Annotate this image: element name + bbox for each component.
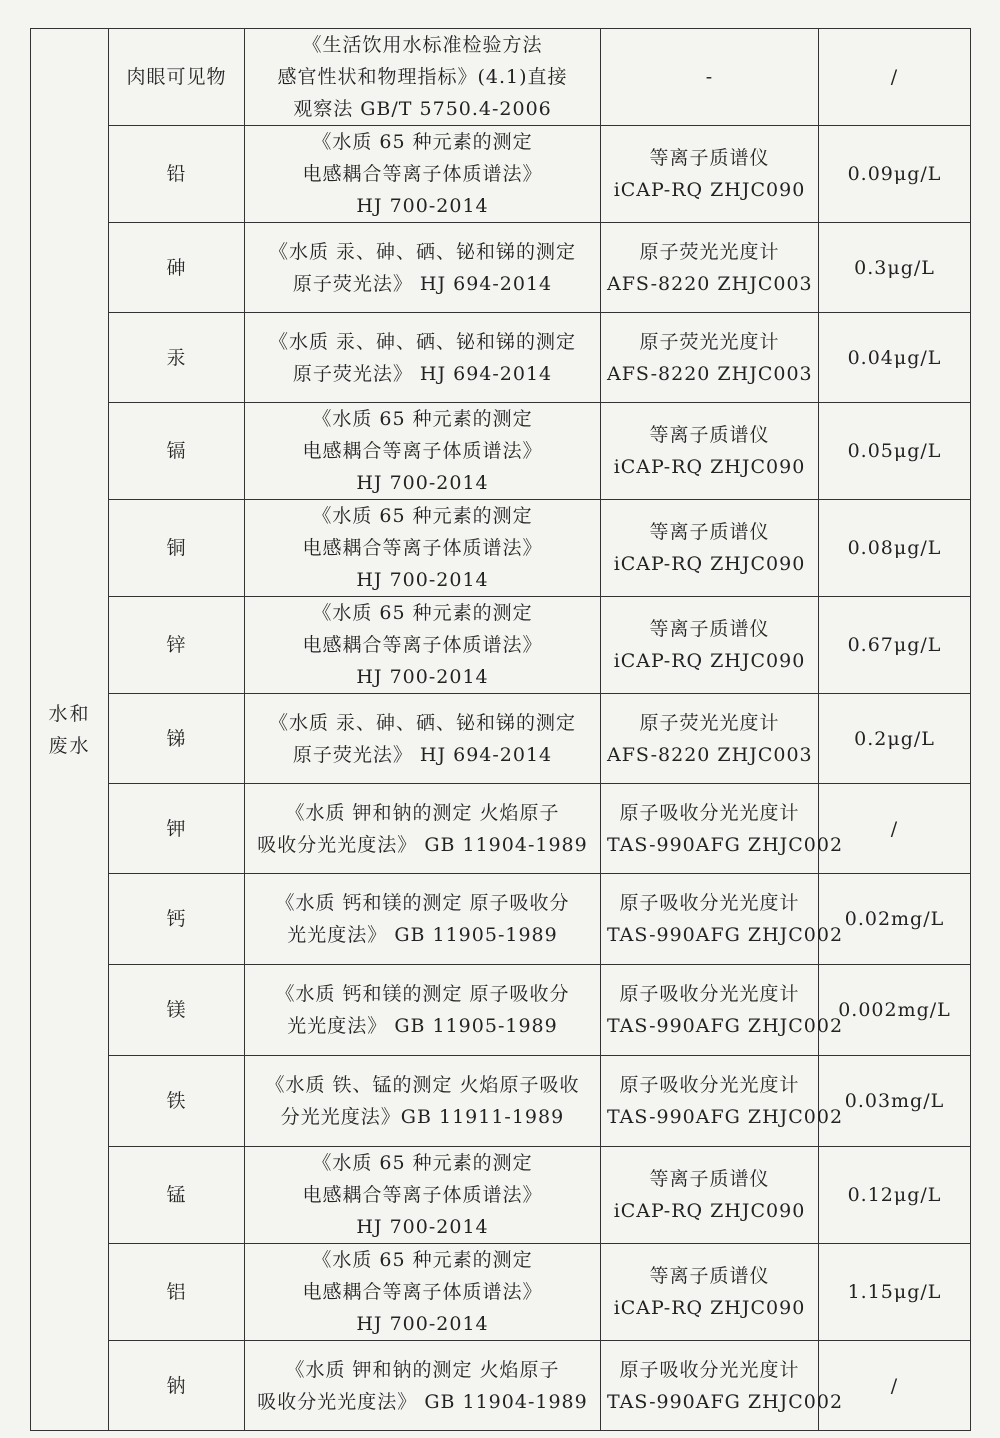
- instrument-line: 等离子质谱仪: [649, 1265, 770, 1287]
- instrument-cell: [601, 1244, 819, 1341]
- table-row: [31, 29, 971, 126]
- method-line: 感官性状和物理指标》(4.1)直接: [277, 66, 568, 88]
- method-cell: [245, 223, 601, 313]
- instrument-cell: [601, 874, 844, 965]
- item-cell: 镉: [109, 403, 245, 500]
- method-cell: [245, 500, 601, 597]
- instrument-line: TAS-990AFG ZHJC002: [607, 1106, 844, 1128]
- instrument-cell: [601, 223, 819, 313]
- item-cell: 锑: [109, 694, 245, 784]
- method-line: 《水质 钾和钠的测定 火焰原子: [285, 801, 560, 824]
- instrument-line: iCAP-RQ ZHJC090: [613, 179, 806, 201]
- category-line: 废水: [48, 734, 91, 757]
- method-line: HJ 700-2014: [356, 1216, 489, 1238]
- table-row: [31, 597, 971, 694]
- table-row: [31, 1341, 971, 1431]
- item-cell: 钾: [109, 784, 245, 874]
- method-cell: [245, 694, 601, 784]
- category-line: 水和: [48, 702, 91, 725]
- instrument-cell: [601, 965, 844, 1056]
- instrument-line: 等离子质谱仪: [649, 1168, 770, 1190]
- method-line: 电感耦合等离子体质谱法》: [302, 1281, 543, 1303]
- limit-cell: 0.05μg/L: [819, 403, 971, 500]
- method-line: 原子荧光法》 HJ 694-2014: [292, 362, 553, 385]
- instrument-cell: [601, 1147, 819, 1244]
- method-line: 《水质 65 种元素的测定: [312, 1152, 533, 1174]
- method-line: 《水质 汞、砷、硒、铋和锑的测定: [268, 330, 577, 353]
- method-cell: [245, 126, 601, 223]
- method-cell: [245, 784, 601, 874]
- table-row: [31, 500, 971, 597]
- method-line: 电感耦合等离子体质谱法》: [302, 537, 543, 559]
- instrument-cell: [601, 597, 819, 694]
- method-line: 《水质 汞、砷、硒、铋和锑的测定: [268, 711, 577, 734]
- instrument-line: 原子吸收分光光度计: [619, 983, 800, 1005]
- instrument-cell: [601, 126, 819, 223]
- instrument-line: iCAP-RQ ZHJC090: [613, 1200, 806, 1222]
- limit-cell: 0.67μg/L: [819, 597, 971, 694]
- method-line: 吸收分光光度法》 GB 11904-1989: [257, 833, 588, 856]
- instrument-cell: [601, 313, 819, 403]
- table-row: [31, 694, 971, 784]
- method-cell: [245, 313, 601, 403]
- method-line: 原子荧光法》 HJ 694-2014: [292, 272, 553, 295]
- limit-cell: 0.04μg/L: [819, 313, 971, 403]
- instrument-line: TAS-990AFG ZHJC002: [607, 1390, 844, 1413]
- item-cell: 锌: [109, 597, 245, 694]
- method-line: HJ 700-2014: [356, 195, 489, 217]
- method-line: HJ 700-2014: [356, 472, 489, 494]
- method-cell: [245, 965, 601, 1056]
- method-line: 《水质 铁、锰的测定 火焰原子吸收: [265, 1074, 580, 1096]
- limit-cell: 0.2μg/L: [819, 694, 971, 784]
- method-line: 电感耦合等离子体质谱法》: [302, 1184, 543, 1206]
- table-row: [31, 1147, 971, 1244]
- instrument-line: 原子吸收分光光度计: [619, 1358, 800, 1381]
- method-line: 电感耦合等离子体质谱法》: [302, 634, 543, 656]
- instrument-line: iCAP-RQ ZHJC090: [613, 1297, 806, 1319]
- instrument-line: AFS-8220 ZHJC003: [607, 743, 813, 766]
- instrument-line: 等离子质谱仪: [649, 521, 770, 543]
- method-cell: [245, 1341, 601, 1431]
- item-cell: 肉眼可见物: [109, 29, 245, 126]
- method-cell: [245, 874, 601, 965]
- limit-cell: 0.03mg/L: [819, 1056, 971, 1147]
- instrument-cell: [601, 694, 819, 784]
- method-line: 电感耦合等离子体质谱法》: [302, 163, 543, 185]
- detection-methods-table: [30, 28, 971, 1431]
- item-cell: 铁: [109, 1056, 245, 1147]
- instrument-line: 原子吸收分光光度计: [619, 892, 800, 914]
- item-cell: 砷: [109, 223, 245, 313]
- limit-cell: 0.09μg/L: [819, 126, 971, 223]
- table-row: [31, 313, 971, 403]
- instrument-cell: [601, 784, 844, 874]
- table-row: [31, 1244, 971, 1341]
- limit-cell: 0.02mg/L: [819, 874, 971, 965]
- method-line: 分光光度法》GB 11911-1989: [280, 1106, 565, 1128]
- method-cell: [245, 597, 601, 694]
- instrument-line: TAS-990AFG ZHJC002: [607, 1015, 844, 1037]
- item-cell: 钠: [109, 1341, 245, 1431]
- item-cell: 铅: [109, 126, 245, 223]
- instrument-line: iCAP-RQ ZHJC090: [613, 456, 806, 478]
- method-line: 《水质 65 种元素的测定: [312, 131, 533, 153]
- method-line: 光光度法》 GB 11905-1989: [287, 1015, 558, 1037]
- method-line: 吸收分光光度法》 GB 11904-1989: [257, 1390, 588, 1413]
- table-body: [31, 29, 971, 1431]
- instrument-line: 等离子质谱仪: [649, 618, 770, 640]
- instrument-line: 原子荧光光度计: [639, 711, 780, 734]
- method-line: 观察法 GB/T 5750.4-2006: [293, 98, 552, 120]
- category-cell: [31, 29, 109, 1431]
- method-line: 《水质 钙和镁的测定 原子吸收分: [275, 983, 570, 1005]
- instrument-line: iCAP-RQ ZHJC090: [613, 553, 806, 575]
- instrument-line: TAS-990AFG ZHJC002: [607, 833, 844, 856]
- table-row: [31, 403, 971, 500]
- method-line: 《生活饮用水标准检验方法: [302, 34, 543, 56]
- instrument-line: AFS-8220 ZHJC003: [607, 272, 813, 295]
- table-row: [31, 223, 971, 313]
- instrument-cell: [601, 500, 819, 597]
- table-row: [31, 965, 971, 1056]
- method-line: 原子荧光法》 HJ 694-2014: [292, 743, 553, 766]
- method-cell: [245, 1056, 601, 1147]
- instrument-cell: [601, 403, 819, 500]
- limit-cell: 0.08μg/L: [819, 500, 971, 597]
- method-line: 电感耦合等离子体质谱法》: [302, 440, 543, 462]
- method-line: HJ 700-2014: [356, 666, 489, 688]
- instrument-line: TAS-990AFG ZHJC002: [607, 924, 844, 946]
- instrument-line: 等离子质谱仪: [649, 147, 770, 169]
- item-cell: 铝: [109, 1244, 245, 1341]
- method-line: HJ 700-2014: [356, 569, 489, 591]
- method-cell: [245, 29, 601, 126]
- method-line: 《水质 钙和镁的测定 原子吸收分: [275, 892, 570, 914]
- method-line: HJ 700-2014: [356, 1313, 489, 1335]
- instrument-line: iCAP-RQ ZHJC090: [613, 650, 806, 672]
- instrument-line: AFS-8220 ZHJC003: [607, 362, 813, 385]
- instrument-line: 原子吸收分光光度计: [619, 1074, 800, 1096]
- table-row: [31, 784, 971, 874]
- method-line: 《水质 65 种元素的测定: [312, 408, 533, 430]
- limit-cell: 0.3μg/L: [819, 223, 971, 313]
- item-cell: 铜: [109, 500, 245, 597]
- instrument-line: -: [705, 66, 714, 88]
- method-line: 《水质 65 种元素的测定: [312, 602, 533, 624]
- instrument-line: 原子吸收分光光度计: [619, 801, 800, 824]
- instrument-cell: [601, 29, 819, 126]
- method-line: 《水质 65 种元素的测定: [312, 1249, 533, 1271]
- table-row: [31, 126, 971, 223]
- instrument-line: 等离子质谱仪: [649, 424, 770, 446]
- limit-cell: 0.002mg/L: [819, 965, 971, 1056]
- table-row: [31, 1056, 971, 1147]
- item-cell: 汞: [109, 313, 245, 403]
- method-line: 《水质 汞、砷、硒、铋和锑的测定: [268, 240, 577, 263]
- method-line: 光光度法》 GB 11905-1989: [287, 924, 558, 946]
- instrument-cell: [601, 1341, 844, 1431]
- table-row: [31, 874, 971, 965]
- method-cell: [245, 1147, 601, 1244]
- method-line: 《水质 钾和钠的测定 火焰原子: [285, 1358, 560, 1381]
- limit-cell: /: [819, 784, 971, 874]
- method-cell: [245, 1244, 601, 1341]
- method-cell: [245, 403, 601, 500]
- instrument-line: 原子荧光光度计: [639, 330, 780, 353]
- limit-cell: /: [819, 29, 971, 126]
- limit-cell: 1.15μg/L: [819, 1244, 971, 1341]
- limit-cell: /: [819, 1341, 971, 1431]
- item-cell: 锰: [109, 1147, 245, 1244]
- instrument-line: 原子荧光光度计: [639, 240, 780, 263]
- limit-cell: 0.12μg/L: [819, 1147, 971, 1244]
- instrument-cell: [601, 1056, 844, 1147]
- method-line: 《水质 65 种元素的测定: [312, 505, 533, 527]
- item-cell: 钙: [109, 874, 245, 965]
- item-cell: 镁: [109, 965, 245, 1056]
